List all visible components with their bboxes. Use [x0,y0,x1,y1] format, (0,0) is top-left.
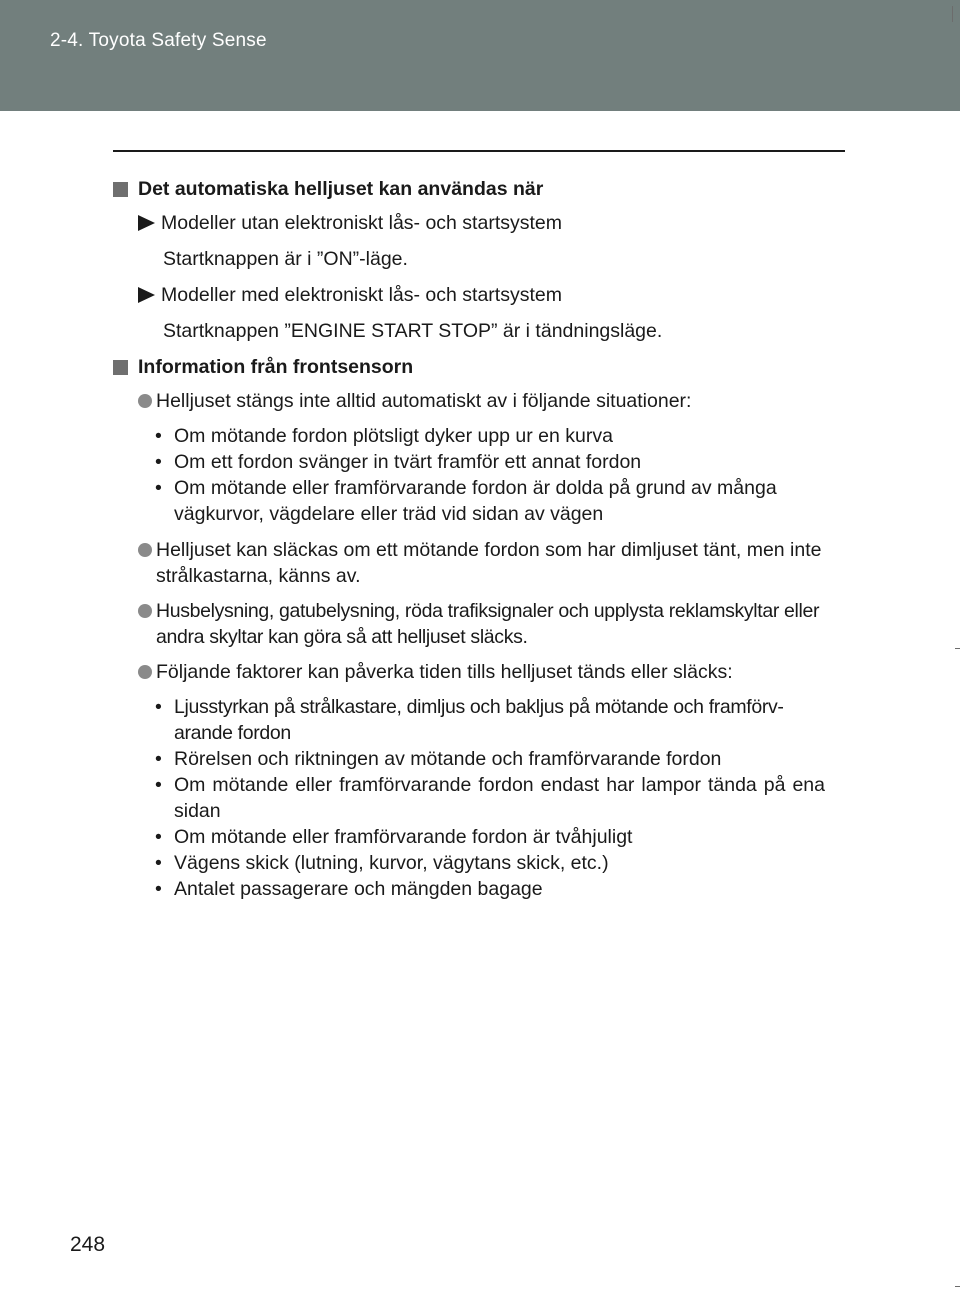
paragraph-text: Helljuset kan släckas om ett mötande fordon som har dimljuset tänt, men inte strålkastarna, känns av. [156,539,822,587]
model-label-text: Modeller utan elektroniskt lås- och startsystem [161,212,562,234]
circle-icon [138,394,152,408]
top-rule [113,150,845,152]
list-item-text: Ljusstyrkan på strålkastare, dimljus och bakljus på mötande och framförv-arande fordon [174,696,784,744]
info-paragraph [113,659,825,685]
list-item [113,475,825,527]
model-label [113,282,825,308]
bullet-icon: • [155,774,162,796]
bullet-icon: • [155,826,162,848]
bullet-list [113,694,825,902]
section-title: 2-4. Toyota Safety Sense [50,30,267,51]
list-item-text: Rörelsen och riktningen av mötande och framförvarande fordon [174,748,722,770]
list-item [113,694,825,746]
heading-text: Det automatiska helljuset kan användas när [138,178,544,200]
list-item [113,772,825,824]
info-paragraph [113,598,825,650]
model-label [113,210,825,236]
list-item-text: Om mötande eller framförvarande fordon endast har lampor tända på ena sidan [174,774,825,822]
bullet-icon: • [155,852,162,874]
section-heading [113,354,825,380]
square-icon [113,360,128,375]
list-item-text: Antalet passagerare och mängden bagage [174,878,543,900]
bullet-icon: • [155,878,162,900]
paragraph-text: Följande faktorer kan påverka tiden tills helljuset tänds eller släcks: [156,661,733,683]
crop-mark [952,6,953,22]
paragraph-text: Helljuset stängs inte alltid automatiskt av i följande situationer: [156,390,692,412]
bullet-icon: • [155,477,162,499]
bullet-icon: • [155,696,162,718]
list-item [113,824,825,850]
circle-icon [138,665,152,679]
bullet-icon: • [155,425,162,447]
page-content [113,176,825,912]
page-number: 248 [70,1233,106,1256]
list-item-text: Om mötande eller framförvarande fordon är dolda på grund av många vägkurvor, vägdelare eller träd vid sidan av vägen [174,477,777,525]
triangle-right-icon [138,215,155,231]
model-text: Startknappen är i ”ON”-läge. [163,248,408,270]
list-item [113,423,825,449]
heading-text: Information från frontsensorn [138,356,414,378]
list-item-text: Om mötande fordon plötsligt dyker upp ur en kurva [174,425,613,447]
bullet-icon: • [155,451,162,473]
circle-icon [138,543,152,557]
list-item [113,746,825,772]
list-item [113,876,825,902]
list-item [113,449,825,475]
model-text: Startknappen ”ENGINE START STOP” är i tändningsläge. [163,320,663,342]
crop-mark [955,1286,960,1287]
paragraph-text: Husbelysning, gatubelysning, röda trafiksignaler och upplysta reklamskyltar eller andra skyltar kan göra så att helljuset släcks. [156,600,820,648]
circle-icon [138,604,152,618]
list-item-text: Om mötande eller framförvarande fordon är tvåhjuligt [174,826,633,848]
model-label-text: Modeller med elektroniskt lås- och startsystem [161,284,562,306]
section-heading [113,176,825,202]
list-item [113,850,825,876]
info-paragraph [113,537,825,589]
bullet-list [113,423,825,527]
list-item-text: Om ett fordon svänger in tvärt framför ett annat fordon [174,451,642,473]
square-icon [113,182,128,197]
page-header [0,0,960,111]
list-item-text: Vägens skick (lutning, kurvor, vägytans skick, etc.) [174,852,609,874]
triangle-right-icon [138,287,155,303]
crop-mark [955,648,960,649]
bullet-icon: • [155,748,162,770]
info-paragraph [113,388,825,414]
